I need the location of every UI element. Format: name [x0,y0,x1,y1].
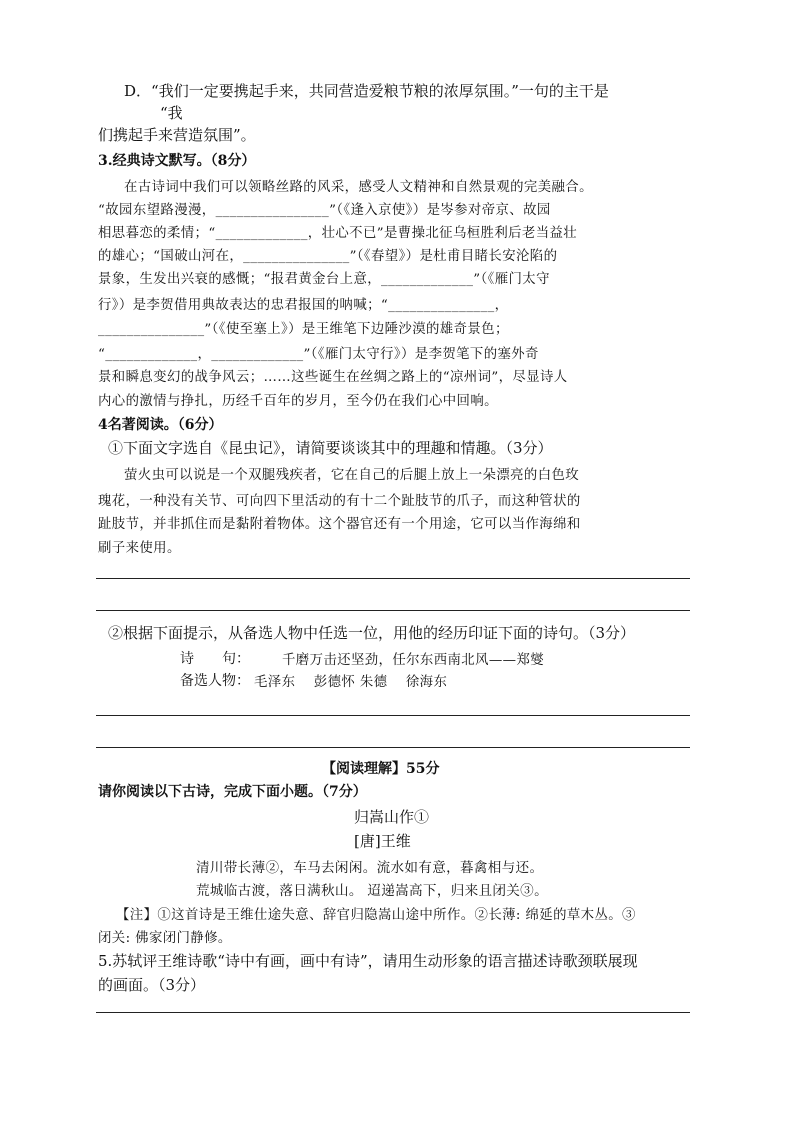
q4-sub2: ②根据下面提示，从备选人物中任选一位，用他的经历印证下面的诗句。（3分） [108,624,636,642]
q3-line: “_____________，_____________”（《雁门太守行》）是李贺笔下的塞外奇 [98,347,539,362]
q4-passage-line: 趾肢节，并非抓住而是黏附着物体。这个器官还有一个用途，它可以当作海绵和 [98,517,581,532]
q3-line: 景象，生发出兴衰的感慨；“报君黄金台上意，_____________”（《雁门太守 [98,272,550,287]
option-d-line1: D．“我们一定要携起手来，共同营造爱粮节粮的浓厚氛围。”一句的主干是 [124,82,609,100]
answer-line[interactable] [96,578,690,579]
answer-line[interactable] [96,1012,690,1013]
q4-sub1: ①下面文字选自《昆虫记》，请简要谈谈其中的理趣和情趣。（3分） [108,439,553,457]
q3-line: 行》）是李贺借用典故表达的忠君报国的呐喊；“_______________， [98,298,509,313]
q3-line: 在古诗词中我们可以领略丝路的风采，感受人文精神和自然景观的完美融合。 [124,180,593,195]
answer-line[interactable] [96,747,690,748]
poem-author: [唐]王维 [354,832,411,850]
poem-note: 闭关: 佛家闭门静修。 [98,931,232,946]
answer-line[interactable] [96,610,690,611]
q3-heading: 3.经典诗文默写。（8分） [98,153,256,169]
poem-text: 千磨万击还坚劲，任尔东西南北风——郑燮 [282,653,545,668]
poem-label: 诗 句： [180,651,250,667]
poem-line: 清川带长薄②，车马去闲闲。流水如有意，暮禽相与还。 [196,860,544,876]
q4-passage-line: 瑰花，一种没有关节、可向四下里活动的有十二个趾肢节的爪子，而这种管状的 [98,494,581,509]
reading-instruction: 请你阅读以下古诗，完成下面小题。（7分） [98,784,367,800]
option-d-line2: “我 [160,104,183,122]
poem-line: 荒城临古渡，落日满秋山。 迢递嵩高下，归来且闭关③。 [196,883,548,899]
q3-line: 相思暮恋的柔情；“_____________，壮心不已”是曹操北征乌桓胜利后老当益壮 [98,226,578,241]
q4-heading: 4名著阅读。（6分） [98,417,223,433]
answer-line[interactable] [96,715,690,716]
poem-title: 归嵩山作① [354,808,430,826]
question-5: 5.苏轼评王维诗歌“诗中有画，画中有诗”，请用生动形象的语言描述诗歌颈联展现 [98,952,638,970]
option-d-line3: 们携起手来营造氛围”。 [98,126,256,144]
q3-line: “故园东望路漫漫，________________”（《逢入京使》）是岑参对帝京、故园 [98,203,551,218]
poem-note: 【注】①这首诗是王维仕途失意、辞官归隐嵩山途中所作。②长薄: 绵延的草木丛。③ [116,908,636,923]
q4-passage-line: 刷子来使用。 [98,541,181,556]
q3-line: 内心的激情与挣扎，历经千百年的岁月，至今仍在我们心中回响。 [98,394,498,409]
q3-line: 的雄心；“国破山河在，_______________”（《春望》）是杜甫目睹长安沦陷的 [98,249,558,264]
section-title: 【阅读理解】55分 [322,761,440,777]
q4-passage-line: 萤火虫可以说是一个双腿残疾者，它在自己的后腿上放上一朵漂亮的白色玫 [124,468,580,483]
question-5: 的画面。（3分） [98,976,206,994]
q3-line: _______________”（《使至塞上》）是王维笔下边陲沙漠的雄奇景色； [98,322,509,337]
q3-line: 景和瞬息变幻的战争风云；……这些诞生在丝绸之路上的“凉州词”，尽显诗人 [98,370,568,385]
candidates-list: 毛泽东 彭德怀 朱德 徐海东 [254,675,448,690]
candidates-label: 备选人物： [180,673,250,689]
